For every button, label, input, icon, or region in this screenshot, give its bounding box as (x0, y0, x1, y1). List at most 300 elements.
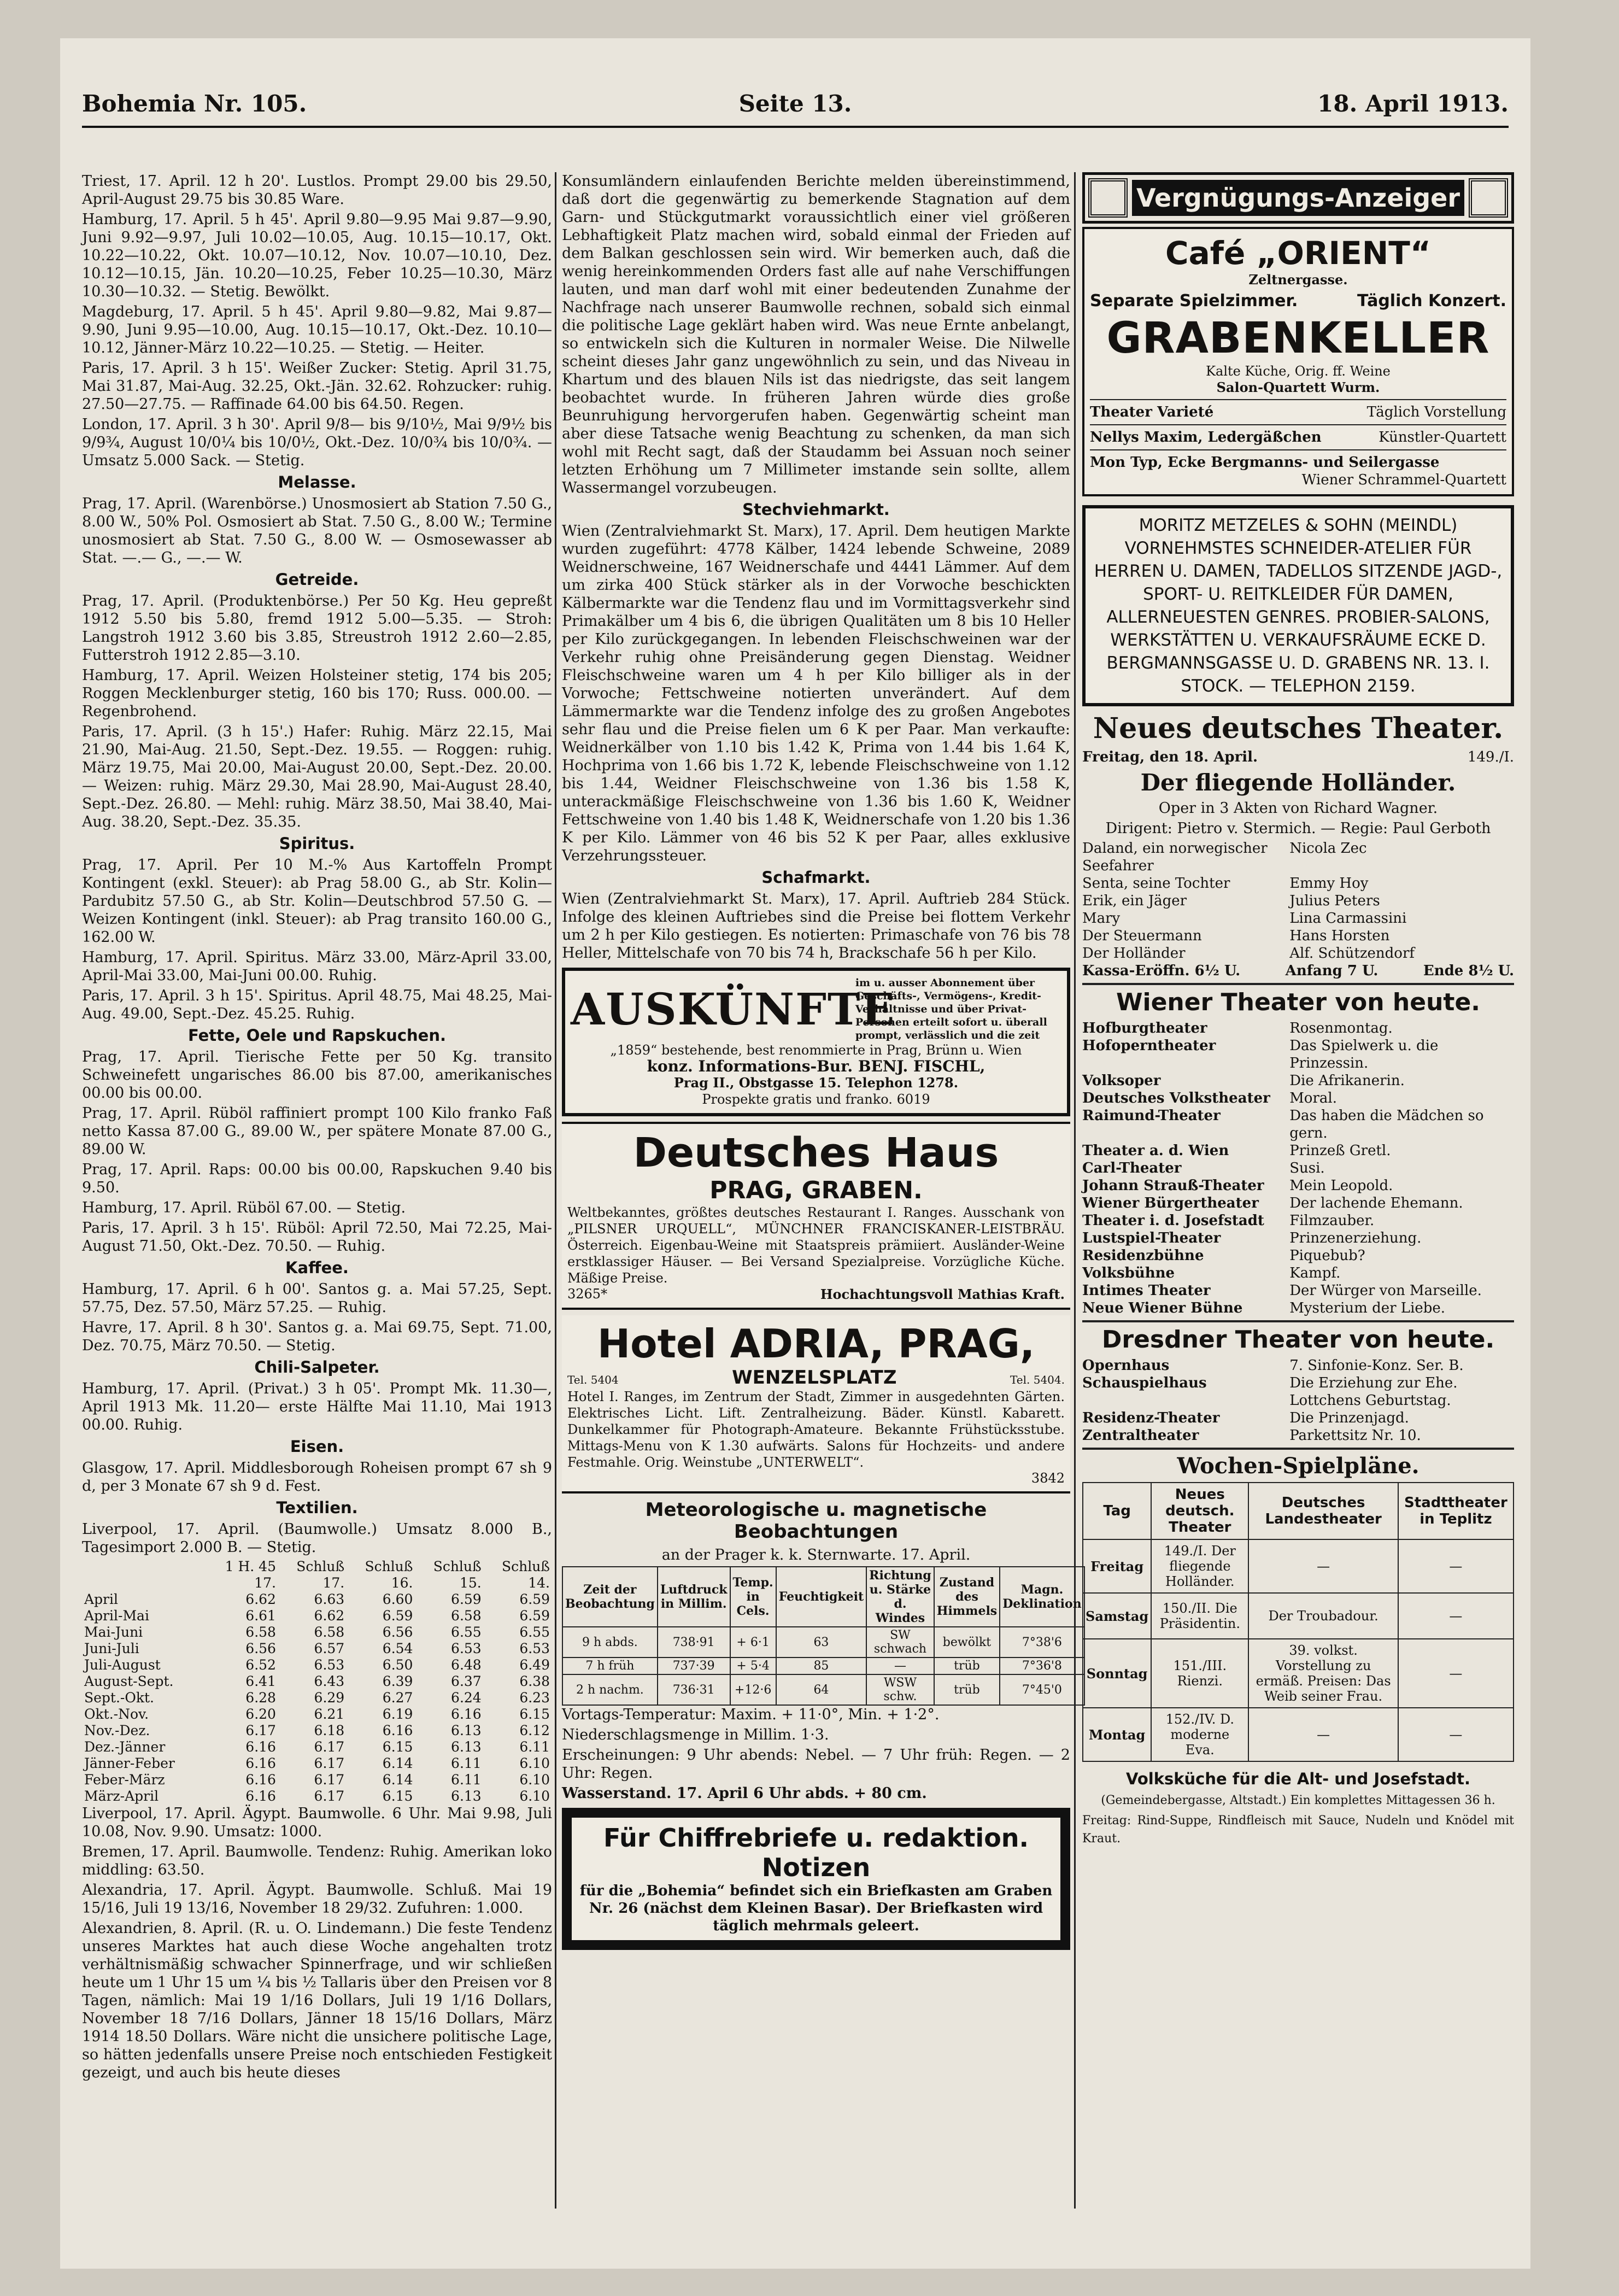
page-number: Seite 13. (738, 90, 852, 117)
table-header: 14. (528, 1575, 550, 1591)
table-header: Zustand des Himmels (934, 1567, 1000, 1627)
ad-text: Separate Spielzimmer. (1090, 291, 1298, 311)
table-cell: 7°45'0 (1000, 1674, 1084, 1705)
table-cell: — (1248, 1539, 1398, 1593)
ad-subtitle: Zeltnergasse. (1248, 272, 1348, 288)
market-report: Prag, 17. April. Per 10 M.-% Aus Kartoffeln Prompt Kontingent (exkl. Steuer): ab Prag 58.00 G., ab Str. Kolin—Pardubitz 57.50 G., ab Str. Kolin—Deutschbrod 57.50 G. — Weizen Kontingent (inkl. Steuer): ab Prag transito 160.00 G., 162.00 W. (82, 857, 552, 946)
advertisement-deutsches-haus (562, 1122, 1070, 1310)
theater-entry-left: Wiener Bürgertheater (1082, 1195, 1259, 1211)
table-cell: 151./III. Rienzi. (1151, 1639, 1248, 1708)
theater-entry-right: Moral. (1289, 1090, 1337, 1106)
venue-name: Theater Varieté (1090, 404, 1214, 420)
section-heading: Getreide. (275, 570, 359, 589)
section-heading: Eisen. (290, 1437, 344, 1456)
table-cell: 6.57 (314, 1641, 345, 1656)
table-cell: Jänner-Feber (84, 1755, 175, 1771)
table-row (1083, 1708, 1514, 1761)
table-row (82, 1591, 552, 1608)
theater-entry-left: Neue Wiener Bühne (1082, 1300, 1243, 1316)
table-cell: 6.10 (519, 1788, 550, 1804)
ornament-icon (1088, 178, 1128, 218)
weather-note: Wasserstand. 17. April 6 Uhr abds. + 80 cm. (562, 1785, 927, 1802)
cast-entry-left: Der Steuermann (1082, 928, 1202, 944)
theater-entry (1082, 1177, 1514, 1194)
theater-entry-left: Volksbühne (1082, 1265, 1175, 1281)
ad-number: 3842 (1031, 1471, 1065, 1486)
vienna-theater-title: Wiener Theater von heute. (1116, 988, 1481, 1016)
table-cell: 738·91 (658, 1627, 730, 1657)
table-header: 15. (459, 1575, 482, 1591)
theater-entry-left: Opernhaus (1082, 1357, 1170, 1374)
play-title: Der fliegende Holländer. (1140, 769, 1456, 796)
theater-entry (1082, 1374, 1514, 1409)
weather-table (562, 1566, 1085, 1706)
table-cell: trüb (934, 1674, 1000, 1705)
market-report: Hamburg, 17. April. 5 h 45'. April 9.80—9.95 Mai 9.87—9.90, Juni 9.92—9.97, Juli 10.02—10.05, Aug. 10.15—10.17, Okt. 10.22—10.22, Okt. 10.07—10.12, Nov. 10.07—10.10, Dez. 10.12—10.15, Jän. 10.20—10.25, Feber 10.25—10.30, März 10.30—10.32. — Stetig. Bewölkt. (82, 211, 552, 300)
section-heading: Kaffee. (285, 1258, 349, 1277)
table-cell: 152./IV. D. moderne Eva. (1151, 1708, 1248, 1761)
table-row (82, 1608, 552, 1624)
program-number: 149./I. (1467, 749, 1514, 765)
theater-entry-left: Deutsches Volkstheater (1082, 1090, 1270, 1106)
theater-entry-right: Rosenmontag. (1289, 1020, 1393, 1036)
theater-entry (1082, 1142, 1514, 1159)
table-cell: 737·39 (658, 1657, 730, 1674)
ad-title: Hotel ADRIA, PRAG, (597, 1321, 1035, 1367)
table-cell: 6.19 (382, 1706, 413, 1722)
article-text: Wien (Zentralviehmarkt St. Marx), 17. April. Auftrieb 284 Stück. Infolge des kleinen Auftriebes sind die Preise bei flottem Verkehr um 2 h per Kilo gestiegen. Es notierten: Primaschafe von 76 bis 78 Heller, Mittelschafe von 70 bis 74 h, Brackschafe 56 h per Kilo. (562, 891, 1070, 962)
theater-entry (1082, 1020, 1514, 1037)
theater-entry (1082, 1212, 1514, 1229)
table-row (82, 1624, 552, 1641)
market-report: Prag, 17. April. Raps: 00.00 bis 00.00, Rapskuchen 9.40 bis 9.50. (82, 1161, 552, 1196)
market-report: Alexandrien, 8. April. (R. u. O. Lindemann.) Die feste Tendenz unseres Marktes hat auch diese Woche angehalten trotz verhältnismäßig schwacher Spinnerfrage, und wir schließen heute um 1 Uhr 15 um ¼ bis ½ Tallaris über den Preisen vor 8 Tagen, nämlich: Mai 19 1/16 Dollars, Juli 19 1/16 Dollars, November 18 7/16 Dollars, Jänner 18 15/16 Dollars, März 1914 18.50 Dollars. Wäre nicht die unsichere politische Lage, so hätten jedenfalls unsere Preise noch entschieden Festigkeit gezeigt, und auch bis heute dieses (82, 1920, 552, 2081)
table-cell: 6.16 (245, 1739, 276, 1755)
program-time: Ende 8½ U. (1423, 963, 1514, 979)
ad-phone: Tel. 5404 (567, 1373, 619, 1386)
theater-entry-right: Kampf. (1289, 1265, 1341, 1281)
newspaper-page (60, 38, 1530, 2269)
theater-entry (1082, 1299, 1514, 1317)
market-report: Prag, 17. April. Tierische Fette per 50 Kg. transito Schweinefett ungarisches 86.00 bis 87.00, amerikanisches 00.00 bis 00.00. (82, 1049, 552, 1102)
table-header: 17. (254, 1575, 276, 1591)
masthead-issue: Bohemia Nr. 105. (82, 90, 307, 117)
table-cell: 7°38'6 (1000, 1627, 1084, 1657)
table-cell: 64 (776, 1674, 866, 1705)
section-heading: Melasse. (278, 473, 356, 491)
table-cell: — (1398, 1593, 1514, 1639)
ad-text: Prospekte gratis und franko. 6019 (702, 1092, 930, 1107)
ad-side-text: im u. ausser Abonnement über Geschäfts-, Vermögens-, Kredit-Verhältnisse und über Privat-Personen erteilt sofort u. überall prompt, verlässlich und die zeit (855, 977, 1047, 1041)
table-cell: 736·31 (658, 1674, 730, 1705)
market-report: Alexandria, 17. April. Ägypt. Baumwolle. Schluß. Mai 19 15/16, Juli 19 13/16, November 18 29/32. Zufuhren: 1.000. (82, 1882, 552, 1917)
theater-entry (1082, 1282, 1514, 1299)
theater-entry (1082, 1409, 1514, 1427)
theater-entry-left: Hofburgtheater (1082, 1020, 1207, 1036)
table-cell: 6.17 (314, 1755, 345, 1771)
theater-entry-left: Theater i. d. Josefstadt (1082, 1213, 1264, 1229)
cast-entry-left: Erik, ein Jäger (1082, 893, 1187, 909)
table-header: Magn. Deklination (1000, 1567, 1084, 1627)
section-heading: Stechviehmarkt. (742, 500, 890, 519)
table-cell: 6.13 (451, 1723, 482, 1738)
cast-entry (1082, 840, 1514, 875)
table-cell: + 5·4 (730, 1657, 776, 1674)
cast-entry-left: Mary (1082, 910, 1121, 927)
table-row (82, 1706, 552, 1723)
table-cell: März-April (84, 1788, 159, 1804)
venue-name: Nellys Maxim, Ledergäßchen (1090, 429, 1322, 446)
column-divider (555, 172, 556, 2209)
venue-info: Täglich Vorstellung (1366, 404, 1506, 420)
weather-note: Niederschlagsmenge in Millim. 1·3. (562, 1726, 829, 1743)
table-row (1083, 1639, 1514, 1708)
table-header-row (1083, 1483, 1514, 1539)
cast-entry (1082, 945, 1514, 962)
theater-entry (1082, 1072, 1514, 1090)
table-cell: 6.18 (314, 1723, 345, 1738)
table-row (562, 1627, 1084, 1657)
theater-entry (1082, 1090, 1514, 1107)
soup-kitchen-subtitle: (Gemeindebergasse, Altstadt.) Ein komplettes Mittagessen 36 h. (1101, 1794, 1495, 1807)
table-header: 17. (322, 1575, 345, 1591)
market-report: Hamburg, 17. April. 6 h 00'. Santos g. a. Mai 57.25, Sept. 57.75, Dez. 57.50, März 57.25. — Ruhig. (82, 1281, 552, 1316)
table-cell: 6.52 (245, 1657, 276, 1673)
table-cell: + 6·1 (730, 1627, 776, 1657)
market-report: Glasgow, 17. April. Middlesborough Roheisen prompt 67 sh 9 d, per 3 Monate 67 sh 9 d. Fest. (82, 1460, 552, 1495)
theater-entry (1082, 1264, 1514, 1282)
table-body (82, 1591, 552, 1805)
cast-entry-right: Emmy Hoy (1289, 875, 1369, 892)
table-cell: 6.55 (519, 1624, 550, 1640)
weather-observations (562, 1499, 1082, 1802)
theater-entry-left: Johann Strauß-Theater (1082, 1178, 1264, 1194)
cast-entry (1082, 875, 1514, 892)
cast-entry-left: Der Holländer (1082, 945, 1186, 962)
table-header: Schluß (296, 1559, 345, 1574)
theater-entry-right: Prinzeß Gretl. (1289, 1143, 1391, 1159)
market-report: Triest, 17. April. 12 h 20'. Lustlos. Prompt 29.00 bis 29.50, April-August 29.75 bis 30.85 Ware. (82, 173, 552, 208)
advertisement-auskuenfte (562, 968, 1070, 1116)
table-row (1083, 1539, 1514, 1593)
market-report: Hamburg, 17. April. (Privat.) 3 h 05'. Prompt Mk. 11.30—, April 1913 Mk. 11.20— erste Hälfte Mai 11.10, Mai 1913 00.00. Ruhig. (82, 1380, 552, 1433)
theater-entry (1082, 1357, 1514, 1374)
issue-date: 18. April 1913. (1317, 90, 1509, 117)
banner-title: Vergnügungs-Anzeiger (1132, 180, 1464, 216)
table-cell: 6.38 (519, 1673, 550, 1689)
table-cell: 6.15 (519, 1706, 550, 1722)
weather-note: Erscheinungen: 9 Uhr abends: Nebel. — 7 Uhr früh: Regen. — 2 Uhr: Regen. (562, 1747, 1070, 1782)
table-cell: Der Troubadour. (1248, 1593, 1398, 1639)
table-row (82, 1739, 552, 1755)
dresden-theater-title: Dresdner Theater von heute. (1101, 1326, 1495, 1354)
dresden-theater-list (1082, 1357, 1514, 1444)
cast-entry (1082, 892, 1514, 910)
table-cell: 6.39 (382, 1673, 413, 1689)
market-report: Paris, 17. April. 3 h 15'. Weißer Zucker: Stetig. April 31.75, Mai 31.87, Mai-Aug. 32.25, Okt.-Jän. 32.62. Rohzucker: ruhig. 27.50—27.75. — Raffinade 64.00 bis 64.50. Regen. (82, 360, 552, 413)
table-cell: 6.13 (451, 1788, 482, 1804)
table-cell: 2 h nachm. (562, 1674, 658, 1705)
advertisement-metzeles (1082, 505, 1514, 706)
ad-signature: Hochachtungsvoll Mathias Kraft. (820, 1286, 1065, 1302)
table-cell: 6.16 (382, 1723, 413, 1738)
section-heading: Spiritus. (279, 834, 355, 853)
cast-entry (1082, 910, 1514, 927)
table-cell: 6.17 (245, 1723, 276, 1738)
table-cell: Juni-Juli (84, 1641, 139, 1656)
theater-entry-right: Piquebub? (1289, 1247, 1365, 1264)
venue-info: Wiener Schrammel-Quartett (1301, 472, 1506, 488)
table-cell: 6.15 (382, 1788, 413, 1804)
market-report: Bremen, 17. April. Baumwolle. Tendenz: Ruhig. Amerikan loko middling: 63.50. (82, 1843, 552, 1878)
theater-entry-left: Residenz-Theater (1082, 1410, 1220, 1426)
weather-title: Meteorologische u. magnetische Beobachtungen (645, 1499, 987, 1543)
table-header: Schluß (501, 1559, 550, 1574)
table-cell: Montag (1083, 1708, 1151, 1761)
table-row (82, 1657, 552, 1673)
section-heading: Textilien. (276, 1498, 358, 1517)
table-cell: Okt.-Nov. (84, 1706, 149, 1722)
ad-title: GRABENKELLER (1106, 314, 1490, 363)
table-cell: 7°36'8 (1000, 1657, 1084, 1674)
cast-entry-left: Senta, seine Tochter (1082, 875, 1230, 892)
table-cell: trüb (934, 1657, 1000, 1674)
table-cell: 6.17 (314, 1772, 345, 1788)
table-cell: 6.59 (519, 1591, 550, 1607)
market-report: Prag, 17. April. Rüböl raffiniert prompt 100 Kilo franko Faß netto Kassa 87.00 G., 89.00 W., per spätere Monate 87.00 G., 89.00 W. (82, 1105, 552, 1158)
table-cell: 6.61 (245, 1608, 276, 1624)
advertisement-hotel-adria (562, 1315, 1070, 1493)
theater-entry (1082, 1194, 1514, 1212)
market-report: Paris, 17. April. 3 h 15'. Spiritus. April 48.75, Mai 48.25, Mai-Aug. 49.00, Sept.-Dez. 45.25. Ruhig. (82, 987, 552, 1022)
theater-entry-left: Schauspielhaus (1082, 1375, 1207, 1391)
theater-title: Neues deutsches Theater. (1093, 712, 1504, 745)
theater-entry (1082, 1247, 1514, 1264)
cotton-quotes-table (82, 1559, 552, 1805)
soup-kitchen-menu: Freitag: Rind-Suppe, Rindfleisch mit Sauce, Nudeln und Knödel mit Kraut. (1082, 1814, 1514, 1846)
table-cell: April (84, 1591, 118, 1607)
table-cell: 6.59 (519, 1608, 550, 1624)
market-report: Liverpool, 17. April. Ägypt. Baumwolle. 6 Uhr. Mai 9.98, Juli 10.08, Nov. 9.90. Umsatz: 1000. (82, 1805, 552, 1840)
advertisement-chiffre (562, 1808, 1070, 1950)
table-cell: 6.53 (314, 1657, 345, 1673)
article-text: Wien (Zentralviehmarkt St. Marx), 17. April. Dem heutigen Markte wurden zugeführt: 4778 Kälber, 1424 lebende Schweine, 2089 Weidnerschweine, 167 Weidnerschafe und 4441 Lämmer. Auf dem um zirka 400 Stück stärker als in der Vorwoche beschickten Kälbermarkte war die Tendenz flau und im Vormittagsverkehr sind Primakälber um 4 bis 6, die übrigen Qualitäten um 8 bis 10 Heller per Kilo zurückgegangen. In lebenden Fleischschweinen war der Verkehr ruhig ohne Preisänderung gegen Dienstag. Weidner Fleischschweine waren um 4 h per Kilo billiger als in der Vorwoche; Fettschweine notierten unverändert. Auf dem Lämmermarkte war die Tendenz infolge des zu großen Angebotes sehr flau und die Preise fielen um 6 K per Paar. Man verkaufte: Weidnerkälber von 1.10 bis 1.42 K, Prima von 1.44 bis 1.64 K, Hochprima von 1.66 bis 1.72 K, lebende Fleischschweine von 1.12 bis 1.44, Weidner Fleischschweine von 1.36 bis 1.58 K, unterackmäßige Fleischschweine von 1.36 bis 1.60 K, Weidner Fettschweine von 1.40 bis 1.48 K, Weidnerschafe von 1.20 bis 1.36 K per Kilo. Lämmer von 46 bis 52 K per Paar, alles exklusive Verzehrungssteuer. (562, 523, 1070, 864)
table-body (1083, 1539, 1514, 1761)
table-header: Schluß (433, 1559, 482, 1574)
theater-entry-right: Der lachende Ehemann. (1289, 1195, 1463, 1211)
ad-subtitle: Kalte Küche, Orig. ff. Weine (1206, 364, 1391, 379)
table-cell: 6.28 (245, 1690, 276, 1706)
table-row (82, 1673, 552, 1690)
table-cell: 6.37 (451, 1673, 482, 1689)
table-cell: 6.48 (451, 1657, 482, 1673)
theater-entry-right: Parkettsitz Nr. 10. (1289, 1427, 1421, 1444)
vienna-theater-list (1082, 1020, 1514, 1317)
table-cell: 6.17 (314, 1739, 345, 1755)
table-cell: WSW schw. (866, 1674, 934, 1705)
theater-entry-left: Zentraltheater (1082, 1427, 1199, 1444)
page-header (82, 90, 1509, 128)
table-cell: 6.16 (245, 1788, 276, 1804)
cast-entry-right: Nicola Zec (1289, 840, 1367, 857)
ad-text: Hotel I. Ranges, im Zentrum der Stadt, Zimmer in ausgedehnten Gärten. Elektrisches Licht. Lift. Zentralheizung. Bäder. Künstl. Kabarett. Dunkelkammer für Photograph-Amateure. Bekannte Frühstücksstube. Mittags-Menu von K 1.30 aufwärts. Salons für Hochzeits- und andere Festmahle. Orig. Weinstube „UNTERWELT“. (567, 1389, 1065, 1470)
table-cell: 6.43 (314, 1673, 345, 1689)
table-cell: 6.13 (451, 1739, 482, 1755)
ad-text: für die „Bohemia“ befindet sich ein Briefkasten am Graben Nr. 26 (nächst dem Kleinen Basar). Der Briefkasten wird täglich mehrmals geleert. (579, 1883, 1053, 1934)
market-report: Havre, 17. April. 8 h 30'. Santos g. a. Mai 69.75, Sept. 71.00, Dez. 70.75, März 70.50. — Stetig. (82, 1319, 552, 1354)
table-cell: Feber-März (84, 1772, 165, 1788)
market-report: Liverpool, 17. April. (Baumwolle.) Umsatz 8.000 B., Tagesimport 2.000 B. — Stetig. (82, 1521, 552, 1556)
table-header-row (562, 1567, 1084, 1627)
table-header-row (82, 1575, 552, 1591)
table-cell: 6.12 (519, 1723, 550, 1738)
table-header: Luftdruck in Millim. (658, 1567, 730, 1627)
table-cell: 6.41 (245, 1673, 276, 1689)
table-cell: Sonntag (1083, 1639, 1151, 1708)
entertainment-banner (1082, 172, 1514, 224)
table-cell: — (866, 1657, 934, 1674)
table-cell: 6.20 (245, 1706, 276, 1722)
table-header: Feuchtigkeit (776, 1567, 866, 1627)
theater-entry-left: Volksoper (1082, 1073, 1161, 1089)
table-header: Neues deutsch. Theater (1151, 1483, 1248, 1539)
venue-info: Künstler-Quartett (1379, 429, 1506, 446)
table-header: Deutsches Landestheater (1248, 1483, 1398, 1539)
table-row (82, 1723, 552, 1739)
table-cell: 6.16 (451, 1706, 482, 1722)
table-cell: August-Sept. (84, 1673, 174, 1689)
table-header: 16. (391, 1575, 413, 1591)
table-cell: 85 (776, 1657, 866, 1674)
soup-kitchen-title: Volksküche für die Alt- und Josefstadt. (1125, 1770, 1471, 1788)
table-cell: 6.55 (451, 1624, 482, 1640)
table-row (1083, 1593, 1514, 1639)
table-header: Tag (1083, 1483, 1151, 1539)
table-cell: — (1398, 1708, 1514, 1761)
market-report: Hamburg, 17. April. Spiritus. März 33.00, März-April 33.00, April-Mai 33.00, Mai-Juni 00.00. Ruhig. (82, 949, 552, 984)
column-markets (82, 172, 552, 2209)
table-cell: +12·6 (730, 1674, 776, 1705)
weekly-program-title: Wochen-Spielpläne. (1177, 1453, 1419, 1479)
ad-text: Täglich Konzert. (1357, 291, 1506, 311)
column-divider (1074, 172, 1076, 2209)
table-cell: 9 h abds. (562, 1627, 658, 1657)
theater-entry-right: 7. Sinfonie-Konz. Ser. B. (1289, 1357, 1464, 1374)
ad-title: AUSKÜNFTE (571, 983, 896, 1035)
table-body (562, 1627, 1084, 1705)
table-cell: — (1248, 1708, 1398, 1761)
table-row (82, 1772, 552, 1788)
table-header: Schluß (365, 1559, 413, 1574)
program-time: Anfang 7 U. (1285, 963, 1379, 979)
ornament-icon (1469, 178, 1508, 218)
table-cell: 6.49 (519, 1657, 550, 1673)
theater-entry-right: Susi. (1289, 1160, 1325, 1176)
theater-entry-right: Filmzauber. (1289, 1213, 1375, 1229)
theater-entry (1082, 1037, 1514, 1072)
cast-entry (1082, 927, 1514, 945)
table-cell: — (1398, 1539, 1514, 1593)
ad-title: Für Chiffrebriefe u. redaktion. Notizen (603, 1823, 1029, 1882)
ad-subtitle: WENZELSPLATZ (732, 1367, 897, 1389)
table-cell: 6.29 (314, 1690, 345, 1706)
theater-entry-right: Der Würger von Marseille. (1289, 1282, 1482, 1299)
theater-entry-right: Die Erziehung zur Ehe. Lottchens Geburtstag. (1289, 1375, 1458, 1409)
table-row (562, 1674, 1084, 1705)
theater-entry-right: Die Prinzenjagd. (1289, 1410, 1409, 1426)
table-cell: 6.11 (451, 1755, 482, 1771)
table-cell: 6.27 (382, 1690, 413, 1706)
theater-entry-left: Lustspiel-Theater (1082, 1230, 1221, 1246)
table-cell: 6.15 (382, 1739, 413, 1755)
table-row (82, 1641, 552, 1657)
theater-entry-left: Hofoperntheater (1082, 1038, 1216, 1054)
theater-entry (1082, 1427, 1514, 1444)
theater-entry (1082, 1107, 1514, 1142)
market-report: Prag, 17. April. (Produktenbörse.) Per 50 Kg. Heu gepreßt 1912 5.50 bis 5.80, fremd 1912 5.00—5.35. — Stroh: Langstroh 1912 3.60 bis 3.85, Streustroh 1912 2.60—2.85, Futterstroh 1912 2.85—3.10. (82, 593, 552, 664)
table-cell: 6.10 (519, 1755, 550, 1771)
theater-entry-left: Carl-Theater (1082, 1160, 1182, 1176)
program-time: Kassa-Eröffn. 6½ U. (1082, 963, 1241, 979)
table-cell: 39. volkst. Vorstellung zu ermäß. Preisen: Das Weib seiner Frau. (1248, 1639, 1398, 1708)
table-cell: 6.11 (519, 1739, 550, 1755)
market-report: London, 17. April. 3 h 30'. April 9/8— bis 9/10½, Mai 9/9½ bis 9/9¾, August 10/0¼ bis 10/0½, Okt.-Dez. 10/0¾ bis 10/0¾. — Umsatz 5.000 Sack. — Stetig. (82, 416, 552, 469)
table-cell: 6.53 (451, 1641, 482, 1656)
program-date: Freitag, den 18. April. (1082, 749, 1258, 765)
column-entertainment (1082, 172, 1514, 2209)
section-heading: Fette, Oele und Rapskuchen. (187, 1026, 446, 1045)
table-cell: 6.56 (382, 1624, 413, 1640)
table-cell: 63 (776, 1627, 866, 1657)
table-cell: 150./II. Die Präsidentin. (1151, 1593, 1248, 1639)
ad-subtitle: PRAG, GRABEN. (709, 1176, 923, 1204)
table-cell: Sept.-Okt. (84, 1690, 155, 1706)
table-cell: 6.50 (382, 1657, 413, 1673)
ad-text: Prag II., Obstgasse 15. Telephon 1278. (673, 1075, 959, 1091)
table-cell: 6.59 (451, 1591, 482, 1607)
market-report: Paris, 17. April. 3 h 15'. Rüböl: April 72.50, Mai 72.25, Mai-August 71.50, Okt.-Dez. 70.50. — Ruhig. (82, 1220, 552, 1255)
table-cell: 6.54 (382, 1641, 413, 1656)
column-center (562, 172, 1082, 2209)
table-cell: — (1398, 1639, 1514, 1708)
table-cell: Samstag (1083, 1593, 1151, 1639)
play-genre: Oper in 3 Akten von Richard Wagner. (1158, 800, 1438, 817)
cast-entry-right: Lina Carmassini (1289, 910, 1407, 927)
cast-entry-left: Daland, ein norwegischer Seefahrer (1082, 840, 1268, 874)
table-cell: 149./I. Der fliegende Holländer. (1151, 1539, 1248, 1593)
weekly-program-table (1082, 1482, 1514, 1762)
table-cell: SW schwach (866, 1627, 934, 1657)
table-cell: bewölkt (934, 1627, 1000, 1657)
ad-text: konz. Informations-Bur. BENJ. FISCHL, (647, 1057, 986, 1075)
table-cell: 7 h früh (562, 1657, 658, 1674)
table-row (562, 1657, 1084, 1674)
table-cell: 6.58 (245, 1624, 276, 1640)
theater-entry-left: Theater a. d. Wien (1082, 1143, 1229, 1159)
table-cell: 6.60 (382, 1591, 413, 1607)
market-report: Magdeburg, 17. April. 5 h 45'. April 9.80—9.82, Mai 9.87—9.90, Juni 9.95—10.00, Aug. 10.15—10.17, Okt.-Dez. 10.10—10.12, Jänner-März 10.22—10.25. — Stetig. — Heiter. (82, 303, 552, 356)
ad-text: Weltbekanntes, größtes deutsches Restaurant I. Ranges. Ausschank von „PILSNER URQUELL“, MÜNCHNER FRANCISKANER-LEISTBRÄU. Österreich. Eigenbau-Weine mit Staatspreis prämiiert. Ausländer-Weine erstklassiger Häuser. — Bei Versand Spezialpreise. Vorzügliche Küche. Mäßige Preise. (567, 1205, 1065, 1286)
table-cell: Freitag (1083, 1539, 1151, 1593)
theater-entry-right: Mein Leopold. (1289, 1178, 1393, 1194)
theater-entry-right: Die Afrikanerin. (1289, 1073, 1405, 1089)
table-cell: 6.63 (314, 1591, 345, 1607)
weather-subtitle: an der Prager k. k. Sternwarte. 17. April. (661, 1547, 971, 1563)
table-cell: 6.23 (519, 1690, 550, 1706)
table-cell: 6.16 (245, 1772, 276, 1788)
theater-entry-right: Mysterium der Liebe. (1289, 1300, 1446, 1316)
ad-text: MORITZ METZELES & SOHN (MEINDL) VORNEHMSTES SCHNEIDER-ATELIER FÜR HERREN U. DAMEN, TADELLOS SITZENDE JAGD-, SPORT- U. REITKLEIDER FÜR DAMEN, ALLERNEUESTEN GENRES. PROBIER-SALONS, WERKSTÄTTEN U. VERKAUFSRÄUME ECKE D. BERGMANNSGASSE U. D. GRABENS NR. 13. I. STOCK. — TELEPHON 2159. (1094, 516, 1503, 696)
